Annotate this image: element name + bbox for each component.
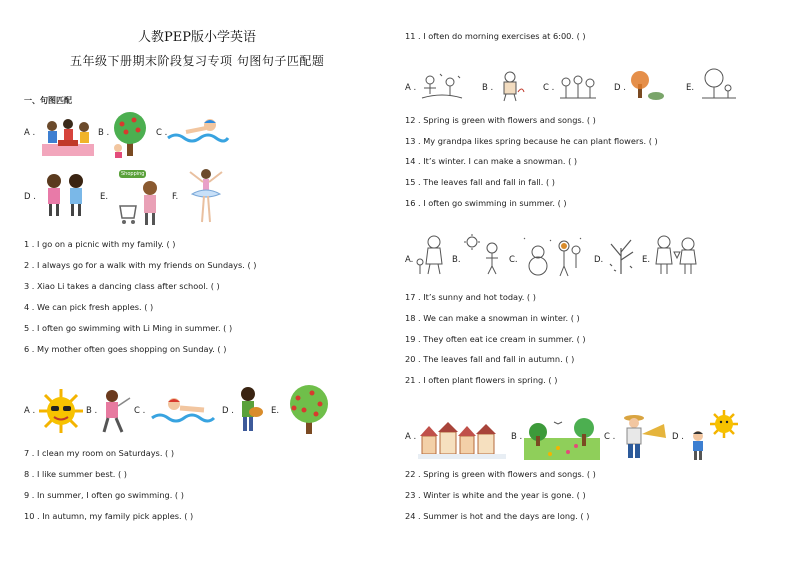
apple-tree-image	[108, 110, 152, 158]
option-label-e: E.	[271, 406, 280, 416]
option-label-a: A .	[405, 83, 417, 93]
option-label-c: C.	[509, 255, 518, 265]
question-15: 15 . The leaves fall and fall in fall. ( )	[405, 177, 555, 187]
question-21: 21 . I often plant flowers in spring. ( )	[405, 375, 558, 385]
option-label-c: C .	[156, 128, 168, 138]
option-label-d: D .	[222, 406, 234, 416]
question-3: 3 . Xiao Li takes a dancing class after school. ( )	[24, 281, 220, 291]
question-9: 9 . In summer, I often go swimming. ( )	[24, 490, 184, 500]
question-8: 8 . I like summer best. ( )	[24, 469, 127, 479]
option-label-a: A .	[24, 406, 36, 416]
question-22: 22 . Spring is green with flowers and songs. ( )	[405, 469, 596, 479]
question-7: 7 . I clean my room on Saturdays. ( )	[24, 448, 175, 458]
option-label-e: E.	[100, 192, 109, 202]
question-6: 6 . My mother often goes shopping on Sunday. ( )	[24, 344, 227, 354]
option-label-b: B .	[511, 432, 523, 442]
page-title: 人教PEP版小学英语	[138, 30, 256, 45]
option-label-e: E.	[642, 255, 651, 265]
question-11: 11 . I often do morning exercises at 6:00. ( )	[405, 31, 586, 41]
apple-tree-image	[282, 384, 336, 436]
swimming-boy-image	[166, 116, 226, 144]
question-16: 16 . I often go swimming in summer. ( )	[405, 198, 567, 208]
question-20: 20 . The leaves fall and fall in autumn. ( )	[405, 354, 575, 364]
question-1: 1 . I go on a picnic with my family. ( )	[24, 239, 176, 249]
girl-cleaning-image	[96, 388, 132, 434]
question-5: 5 . I often go swimming with Li Ming in summer. ( )	[24, 323, 233, 333]
option-label-a: A.	[405, 255, 414, 265]
garden-flowers-sketch-image	[558, 72, 598, 102]
winter-village-image	[418, 418, 506, 460]
question-19: 19 . They often eat ice cream in summer. ( )	[405, 334, 586, 344]
question-4: 4 . We can pick fresh apples. ( )	[24, 302, 154, 312]
option-label-c: C .	[134, 406, 146, 416]
option-label-b: B.	[452, 255, 461, 265]
option-label-d: D.	[594, 255, 604, 265]
option-label-d: D .	[614, 83, 626, 93]
option-label-d: D .	[24, 192, 36, 202]
swimmer-image	[150, 394, 214, 424]
two-girls-walking-image	[38, 172, 94, 218]
option-label-b: B .	[98, 128, 110, 138]
question-24: 24 . Summer is hot and the days are long. ( )	[405, 511, 590, 521]
section-title: 一、句图匹配	[24, 96, 72, 105]
winter-kids-sketch-image	[420, 72, 464, 102]
question-12: 12 . Spring is green with flowers and songs. ( )	[405, 115, 596, 125]
question-2: 2 . I always go for a walk with my friends on Sundays. ( )	[24, 260, 257, 270]
snowman-kids-image	[520, 234, 584, 278]
sunny-day-boy-image	[462, 234, 508, 276]
question-13: 13 . My grandpa likes spring because he can plant flowers. ( )	[405, 136, 658, 146]
question-18: 18 . We can make a snowman in winter. ( )	[405, 313, 580, 323]
picnic-family-image	[40, 114, 96, 158]
page-subtitle: 五年级下册期末阶段复习专项 句图句子匹配题	[70, 54, 325, 68]
sun-with-sunglasses-image	[38, 388, 84, 434]
kids-eating-ice-cream-image	[652, 234, 702, 276]
picnic-under-tree-sketch-image	[700, 68, 738, 102]
grandpa-gardening-image	[496, 70, 526, 102]
ballet-dancer-image	[184, 166, 228, 228]
boy-with-guitar-image	[234, 386, 268, 434]
option-label-b: B .	[482, 83, 494, 93]
spring-meadow-image	[524, 416, 600, 460]
question-10: 10 . In autumn, my family pick apples. ( )	[24, 511, 194, 521]
question-23: 23 . Winter is white and the year is gone. ( )	[405, 490, 586, 500]
question-17: 17 . It’s sunny and hot today. ( )	[405, 292, 536, 302]
option-label-c: C .	[543, 83, 555, 93]
option-label-e: E.	[686, 83, 695, 93]
option-label-b: B .	[86, 406, 98, 416]
bare-autumn-tree-image	[604, 234, 638, 276]
girl-planting-flowers-image	[414, 234, 450, 276]
shopping-sign: Shopping	[121, 171, 145, 177]
shopping-mother-image	[114, 170, 170, 228]
autumn-tree-image	[628, 70, 666, 102]
question-14: 14 . It’s winter. I can make a snowman. ( )	[405, 156, 578, 166]
farmer-with-wheat-image	[618, 412, 670, 460]
option-label-f: F.	[172, 192, 179, 202]
option-label-a: A .	[24, 128, 36, 138]
option-label-c: C .	[604, 432, 616, 442]
option-label-a: A .	[405, 432, 417, 442]
summer-sun-boy-image	[686, 410, 744, 462]
option-label-d: D .	[672, 432, 684, 442]
